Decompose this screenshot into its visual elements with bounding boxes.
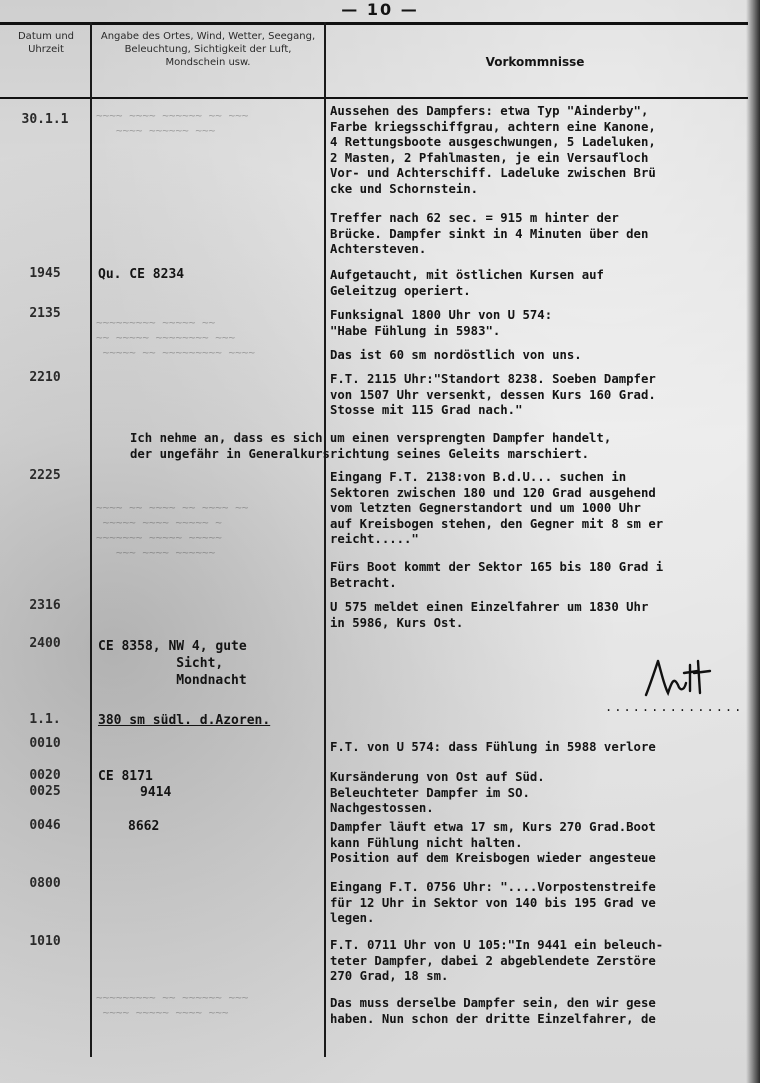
event-entry: Eingang F.T. 2138:von B.d.U... suchen in Sektoren zwischen 180 und 120 Grad ausgehend vom letzten Gegnerstandort und um 1000 Uhr auf Kreisbogen stehen, den Gegner mit 8 sm er reicht....." xyxy=(330,470,664,547)
position-entry: CE 8358, NW 4, gute Sicht, Mondnacht xyxy=(98,639,247,688)
log-time: 2210 xyxy=(29,370,61,385)
log-time: 30.1.1 xyxy=(21,112,69,127)
commander-remark: Ich nehme an, dass es sich um einen versprengten Dampfer handelt, der ungefähr in Generalkursrichtung seines Geleits marschiert. xyxy=(130,431,612,461)
event-entry: F.T. von U 574: dass Fühlung in 5988 verlore xyxy=(330,740,656,754)
event-entry: Kursänderung von Ost auf Süd. Beleuchteter Dampfer im SO. Nachgestossen. xyxy=(330,770,545,816)
column-divider-2 xyxy=(324,22,326,1057)
event-entry: Aussehen des Dampfers: etwa Typ "Ainderby", Farbe kriegsschiffgrau, achtern eine Kanone, 4 Rettungsboote ausgeschwungen, 5 Ladeluken, 2 Masten, 2 Pfahlmasten, je ein Versaufloch Vor- und Achterschiff. Ladeluke zwischen Brü cke und Schornstein. xyxy=(330,104,656,196)
log-time: 0046 xyxy=(29,818,61,833)
position-entry: 8662 xyxy=(128,819,160,834)
position-entry: Qu. CE 8234 xyxy=(98,267,185,282)
log-time: 0010 xyxy=(29,736,61,751)
log-time: 0020 xyxy=(29,768,61,783)
log-time: 0025 xyxy=(29,784,61,799)
position-entry: CE 8171 xyxy=(98,769,153,784)
log-time: 2225 xyxy=(29,468,61,483)
top-rule xyxy=(0,22,748,25)
log-time: 2316 xyxy=(29,598,61,613)
log-time: 1945 xyxy=(29,266,61,281)
event-entry: Dampfer läuft etwa 17 sm, Kurs 270 Grad.Boot kann Fühlung nicht halten. Position auf dem Kreisbogen wieder angesteue xyxy=(330,820,656,866)
header-conditions: Angabe des Ortes, Wind, Wetter, Seegang, Beleuchtung, Sichtigkeit der Luft, Mondschein usw. xyxy=(100,31,316,68)
signature-line: ............... xyxy=(605,700,744,714)
position-entry: 380 sm südl. d.Azoren. xyxy=(98,713,271,728)
event-entry: Aufgetaucht, mit östlichen Kursen auf Geleitzug operiert. xyxy=(330,268,604,298)
header-date: Datum und Uhrzeit xyxy=(17,31,75,55)
bleed-through-text: ~~~~~~~~~ ~~~~~ ~~ ~~ ~~~~~ ~~~~~~~~ ~~~ ~~~~~ ~~ ~~~~~~~~~ ~~~~ xyxy=(96,316,255,359)
event-entry: Treffer nach 62 sec. = 915 m hinter der Brücke. Dampfer sinkt in 4 Minuten über den Achtersteven. xyxy=(330,211,649,257)
bleed-through-text: ~~~~ ~~~~ ~~~~~~ ~~ ~~~ ~~~~ ~~~~~~ ~~~ xyxy=(96,109,249,137)
event-entry: F.T. 2115 Uhr:"Standort 8238. Soeben Dampfer von 1507 Uhr versenkt, dessen Kurs 160 Grad. Stosse mit 115 Grad nach." xyxy=(330,372,656,418)
event-entry: Funksignal 1800 Uhr von U 574: "Habe Fühlung in 5983". xyxy=(330,308,553,338)
position-entry: 9414 xyxy=(140,785,172,800)
log-time: 0800 xyxy=(29,876,61,891)
log-time: 2135 xyxy=(29,306,61,321)
log-time: 1.1. xyxy=(29,712,61,727)
event-entry: F.T. 0711 Uhr von U 105:"In 9441 ein beleuch- teter Dampfer, dabei 2 abgeblendete Zerstöre 270 Grad, 18 sm. xyxy=(330,938,664,984)
event-entry: Das ist 60 sm nordöstlich von uns. xyxy=(330,348,582,362)
bleed-through-text: ~~~~~~~~~ ~~ ~~~~~~ ~~~ ~~~~ ~~~~~ ~~~~ ~~~ xyxy=(96,991,249,1019)
column-divider-1 xyxy=(90,22,92,1057)
page-number: — 10 — xyxy=(341,0,419,19)
log-time: 2400 xyxy=(29,636,61,651)
header-events: Vorkommnisse xyxy=(485,55,585,69)
bleed-through-text: ~~~~ ~~ ~~~~ ~~ ~~~~ ~~ ~~~~~ ~~~~ ~~~~~ ~ ~~~~~~~ ~~~~~ ~~~~~ ~~~ ~~~~ ~~~~~~ xyxy=(96,501,249,559)
header-rule xyxy=(0,97,748,99)
event-entry: U 575 meldet einen Einzelfahrer um 1830 Uhr in 5986, Kurs Ost. xyxy=(330,600,649,630)
commander-signature xyxy=(640,655,720,700)
log-time: 1010 xyxy=(29,934,61,949)
event-entry: Fürs Boot kommt der Sektor 165 bis 180 Grad i Betracht. xyxy=(330,560,664,590)
event-entry: Eingang F.T. 0756 Uhr: "....Vorpostenstreife für 12 Uhr in Sektor von 140 bis 195 Grad ve legen. xyxy=(330,880,656,926)
event-entry: Das muss derselbe Dampfer sein, den wir gese haben. Nun schon der dritte Einzelfahrer, de xyxy=(330,996,656,1026)
scan-edge-shadow xyxy=(746,0,760,1083)
